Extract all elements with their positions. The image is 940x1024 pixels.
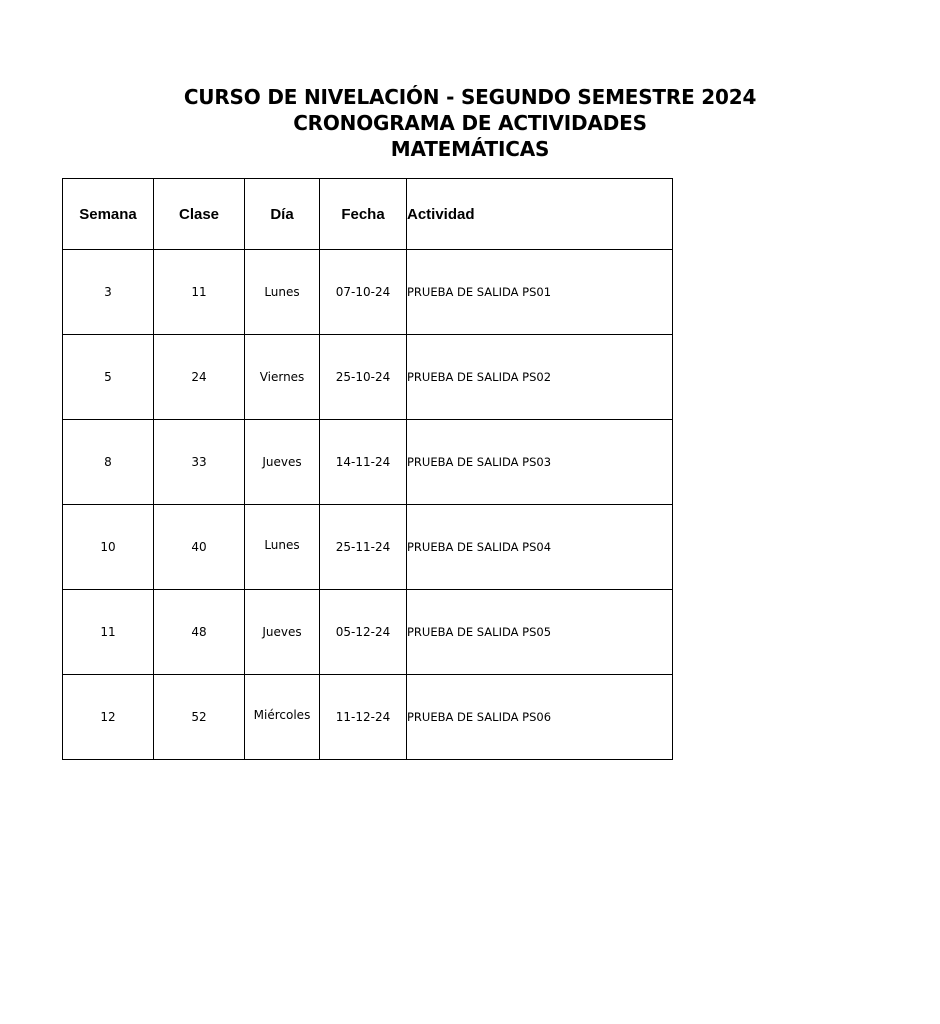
cell-clase: 52 — [154, 675, 245, 760]
cell-dia: Viernes — [245, 335, 320, 420]
cell-semana: 5 — [63, 335, 154, 420]
header-dia: Día — [245, 179, 320, 250]
cell-actividad: PRUEBA DE SALIDA PS06 — [407, 675, 673, 760]
cell-clase: 11 — [154, 250, 245, 335]
header-clase: Clase — [154, 179, 245, 250]
cell-dia — [245, 505, 320, 590]
cell-dia: Lunes — [245, 250, 320, 335]
cell-clase: 24 — [154, 335, 245, 420]
cell-semana: 3 — [63, 250, 154, 335]
cell-fecha: 11-12-24 — [320, 675, 407, 760]
title-line-1: CURSO DE NIVELACIÓN - SEGUNDO SEMESTRE 2024 — [183, 85, 757, 109]
table-row — [63, 505, 673, 590]
cell-dia-text: Lunes — [264, 538, 300, 552]
table-header-row — [63, 179, 673, 250]
cell-clase: 48 — [154, 590, 245, 675]
table-row — [63, 675, 673, 760]
cell-actividad: PRUEBA DE SALIDA PS02 — [407, 335, 673, 420]
cell-semana: 12 — [63, 675, 154, 760]
cell-dia — [245, 675, 320, 760]
cell-fecha: 07-10-24 — [320, 250, 407, 335]
cell-semana: 11 — [63, 590, 154, 675]
cell-actividad: PRUEBA DE SALIDA PS05 — [407, 590, 673, 675]
cell-actividad: PRUEBA DE SALIDA PS03 — [407, 420, 673, 505]
cell-semana: 8 — [63, 420, 154, 505]
cell-dia: Jueves — [245, 420, 320, 505]
cell-clase: 33 — [154, 420, 245, 505]
title-block — [0, 80, 757, 166]
cell-fecha: 25-10-24 — [320, 335, 407, 420]
cell-dia-text: Miércoles — [253, 708, 311, 722]
cell-clase: 40 — [154, 505, 245, 590]
header-fecha: Fecha — [320, 179, 407, 250]
table-row — [63, 335, 673, 420]
title-line-3: MATEMÁTICAS — [390, 137, 550, 161]
table-row — [63, 590, 673, 675]
cell-semana: 10 — [63, 505, 154, 590]
cell-fecha: 14-11-24 — [320, 420, 407, 505]
title-line-2: CRONOGRAMA DE ACTIVIDADES — [293, 111, 647, 135]
header-actividad: Actividad — [407, 179, 673, 250]
cell-dia: Jueves — [245, 590, 320, 675]
header-semana: Semana — [63, 179, 154, 250]
schedule-table — [62, 178, 673, 760]
cell-fecha: 25-11-24 — [320, 505, 407, 590]
cell-fecha: 05-12-24 — [320, 590, 407, 675]
cell-actividad: PRUEBA DE SALIDA PS01 — [407, 250, 673, 335]
table-row — [63, 250, 673, 335]
cell-actividad: PRUEBA DE SALIDA PS04 — [407, 505, 673, 590]
table-row — [63, 420, 673, 505]
